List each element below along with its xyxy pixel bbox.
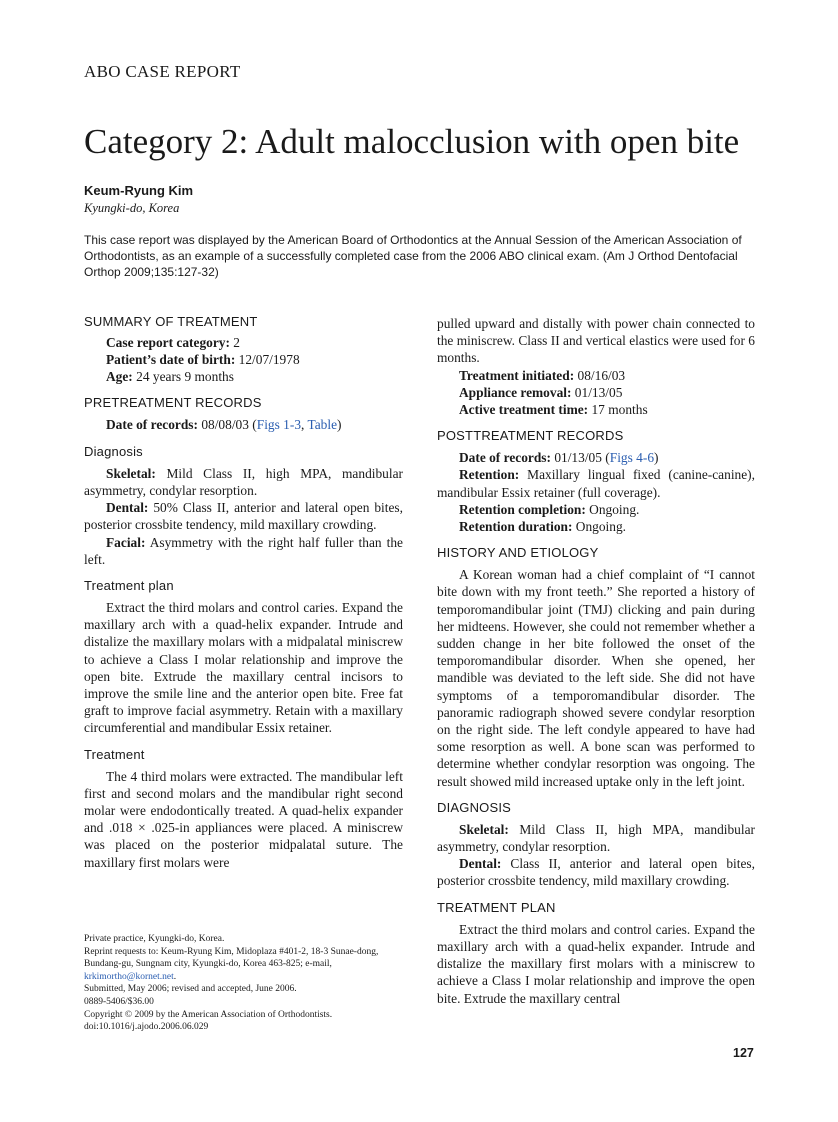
active-treatment-time: Active treatment time: 17 months bbox=[459, 402, 648, 418]
posttreatment-heading: POSTTREATMENT RECORDS bbox=[437, 428, 624, 444]
footnotes bbox=[84, 933, 404, 1034]
article-title: Category 2: Adult malocclusion with open bite bbox=[84, 122, 740, 161]
pretreatment-date: Date of records: 08/08/03 (Figs 1-3, Table) bbox=[106, 416, 342, 432]
footnote-practice: Private practice, Kyungki-do, Korea. bbox=[84, 934, 225, 944]
author-email-link[interactable]: krkimortho@kornet.net bbox=[84, 971, 174, 982]
diagnosis-facial: Facial: Asymmetry with the right half fuller than the left. bbox=[84, 534, 403, 567]
summary-field-category: Case report category: 2 bbox=[106, 335, 240, 350]
posttreatment-date: Date of records: 01/13/05 (Figs 4-6) bbox=[459, 450, 659, 466]
diagnosis-section-heading: DIAGNOSIS bbox=[437, 799, 512, 815]
treatment-plan-text: Extract the third molars and control caries. Expand the maxillary arch with a quad-helix expander. Intrude and distalize the maxillary molars with a midpalatal miniscrew to achieve a Class I molar relationship and improve the open bite. Extrude the maxillary central incisors to improve the smile line and the anterior open bite. Free fat graft to improve facial asymmetry. Retain with a maxillary circumferential and mandibular Essix retainer. bbox=[84, 600, 403, 736]
retention: Retention: Maxillary lingual fixed (canine-canine), mandibular Essix retainer (full coverage). bbox=[437, 467, 755, 500]
footnote-issn: 0889-5406/$36.00 bbox=[84, 996, 154, 1007]
retention-duration: Retention duration: Ongoing. bbox=[459, 519, 627, 535]
diagnosis-dental: Dental: 50% Class II, anterior and lateral open bites, posterior crossbite tendency, mild maxillary crowding. bbox=[84, 500, 403, 533]
treatment-plan-heading: Treatment plan bbox=[84, 578, 174, 594]
appliance-removal: Appliance removal: 01/13/05 bbox=[459, 384, 623, 400]
footnote-copyright: Copyright © 2009 by the American Association of Orthodontists. bbox=[84, 1009, 333, 1020]
summary-heading: SUMMARY OF TREATMENT bbox=[84, 314, 258, 329]
diagnosis-skeletal: Skeletal: Mild Class II, high MPA, mandibular asymmetry, condylar resorption. bbox=[84, 465, 403, 499]
treatment-heading: Treatment bbox=[84, 746, 145, 762]
right-diagnosis-dental: Dental: Class II, anterior and lateral open bites, posterior crossbite tendency, mild maxillary crowding. bbox=[437, 856, 755, 889]
running-title: ABO CASE REPORT bbox=[84, 62, 241, 81]
author-name: Keum-Ryung Kim bbox=[84, 183, 194, 198]
page-number: 127 bbox=[733, 1046, 754, 1060]
treatment-text: The 4 third molars were extracted. The mandibular left first and second molars and the mandibular right second molar were endodontically treated. A quad-helix expander and .018 × .025-in appliances were placed. A miniscrew was placed on the posterior midpalatal suture. The maxillary first molars were bbox=[84, 768, 403, 870]
author-affiliation: Kyungki-do, Korea bbox=[84, 201, 180, 215]
treatment-initiated: Treatment initiated: 08/16/03 bbox=[459, 367, 626, 383]
footnote-doi: doi:10.1016/j.ajodo.2006.06.029 bbox=[84, 1022, 209, 1033]
summary-field-dob: Patient’s date of birth: 12/07/1978 bbox=[106, 352, 300, 368]
summary-field-age: Age: 24 years 9 months bbox=[106, 369, 234, 385]
treatment-plan-section-text: Extract the third molars and control caries. Expand the maxillary arch with a quad-helix expander. Intrude and distalize the maxillary first molars with a miniscrew to achieve a Class I molar relationship and improve the open bite. Extrude the maxillary central bbox=[437, 921, 755, 1006]
retention-completion: Retention completion: Ongoing. bbox=[459, 501, 640, 517]
history-text: A Korean woman had a chief complaint of “I cannot bite down with my front teeth.” She reported a history of temporomandibular joint (TMJ) clicking and pain during her midteens. However, she could not remember whether a sudden change in her bite followed the onset of the temporomandibular disorder. When she opened, her mandible was deviated to the left side. She did not have symptoms of a temporomandibular disorder. The panoramic radiograph showed severe condylar resorption on the right side. The left condyle appeared to have had some resorption as well. A bone scan was performed to determine whether condylar resorption was ongoing. The result showed mild increased uptake only in the left joint. bbox=[437, 567, 755, 789]
left-column bbox=[84, 314, 403, 871]
footnote-submitted: Submitted, May 2006; revised and accepted, June 2006. bbox=[84, 984, 297, 995]
table-link[interactable]: Table bbox=[307, 416, 338, 432]
pretreatment-heading: PRETREATMENT RECORDS bbox=[84, 394, 262, 410]
figs-1-3-link[interactable]: Figs 1-3 bbox=[256, 416, 302, 432]
treatment-continued-text: pulled upward and distally with power chain connected to the miniscrew. Class II and vertical elastics were used for 6 months. bbox=[437, 316, 755, 366]
diagnosis-heading: Diagnosis bbox=[84, 443, 143, 459]
treatment-plan-section-heading: TREATMENT PLAN bbox=[437, 899, 556, 915]
history-heading: HISTORY AND ETIOLOGY bbox=[437, 545, 599, 561]
right-column bbox=[437, 315, 755, 1007]
figs-4-6-link[interactable]: Figs 4-6 bbox=[609, 450, 655, 466]
footnote-reprint: Reprint requests to: Keum-Ryung Kim, Midoplaza #401-2, 18-3 Sunae-dong, Bundang-gu, Sungnam city, Kyungki-do, Korea 463-825; e-mail, krkimortho@kornet.net. bbox=[84, 946, 379, 982]
right-diagnosis-skeletal: Skeletal: Mild Class II, high MPA, mandibular asymmetry, condylar resorption. bbox=[437, 821, 755, 855]
abstract: This case report was displayed by the American Board of Orthodontics at the Annual Session of the American Association of Orthodontists, as an example of a successfully completed case from the 2006 ABO clinical exam. (Am J Orthod Dentofacial Orthop 2009;135:127-32) bbox=[84, 233, 742, 279]
summary-fields bbox=[84, 334, 403, 386]
